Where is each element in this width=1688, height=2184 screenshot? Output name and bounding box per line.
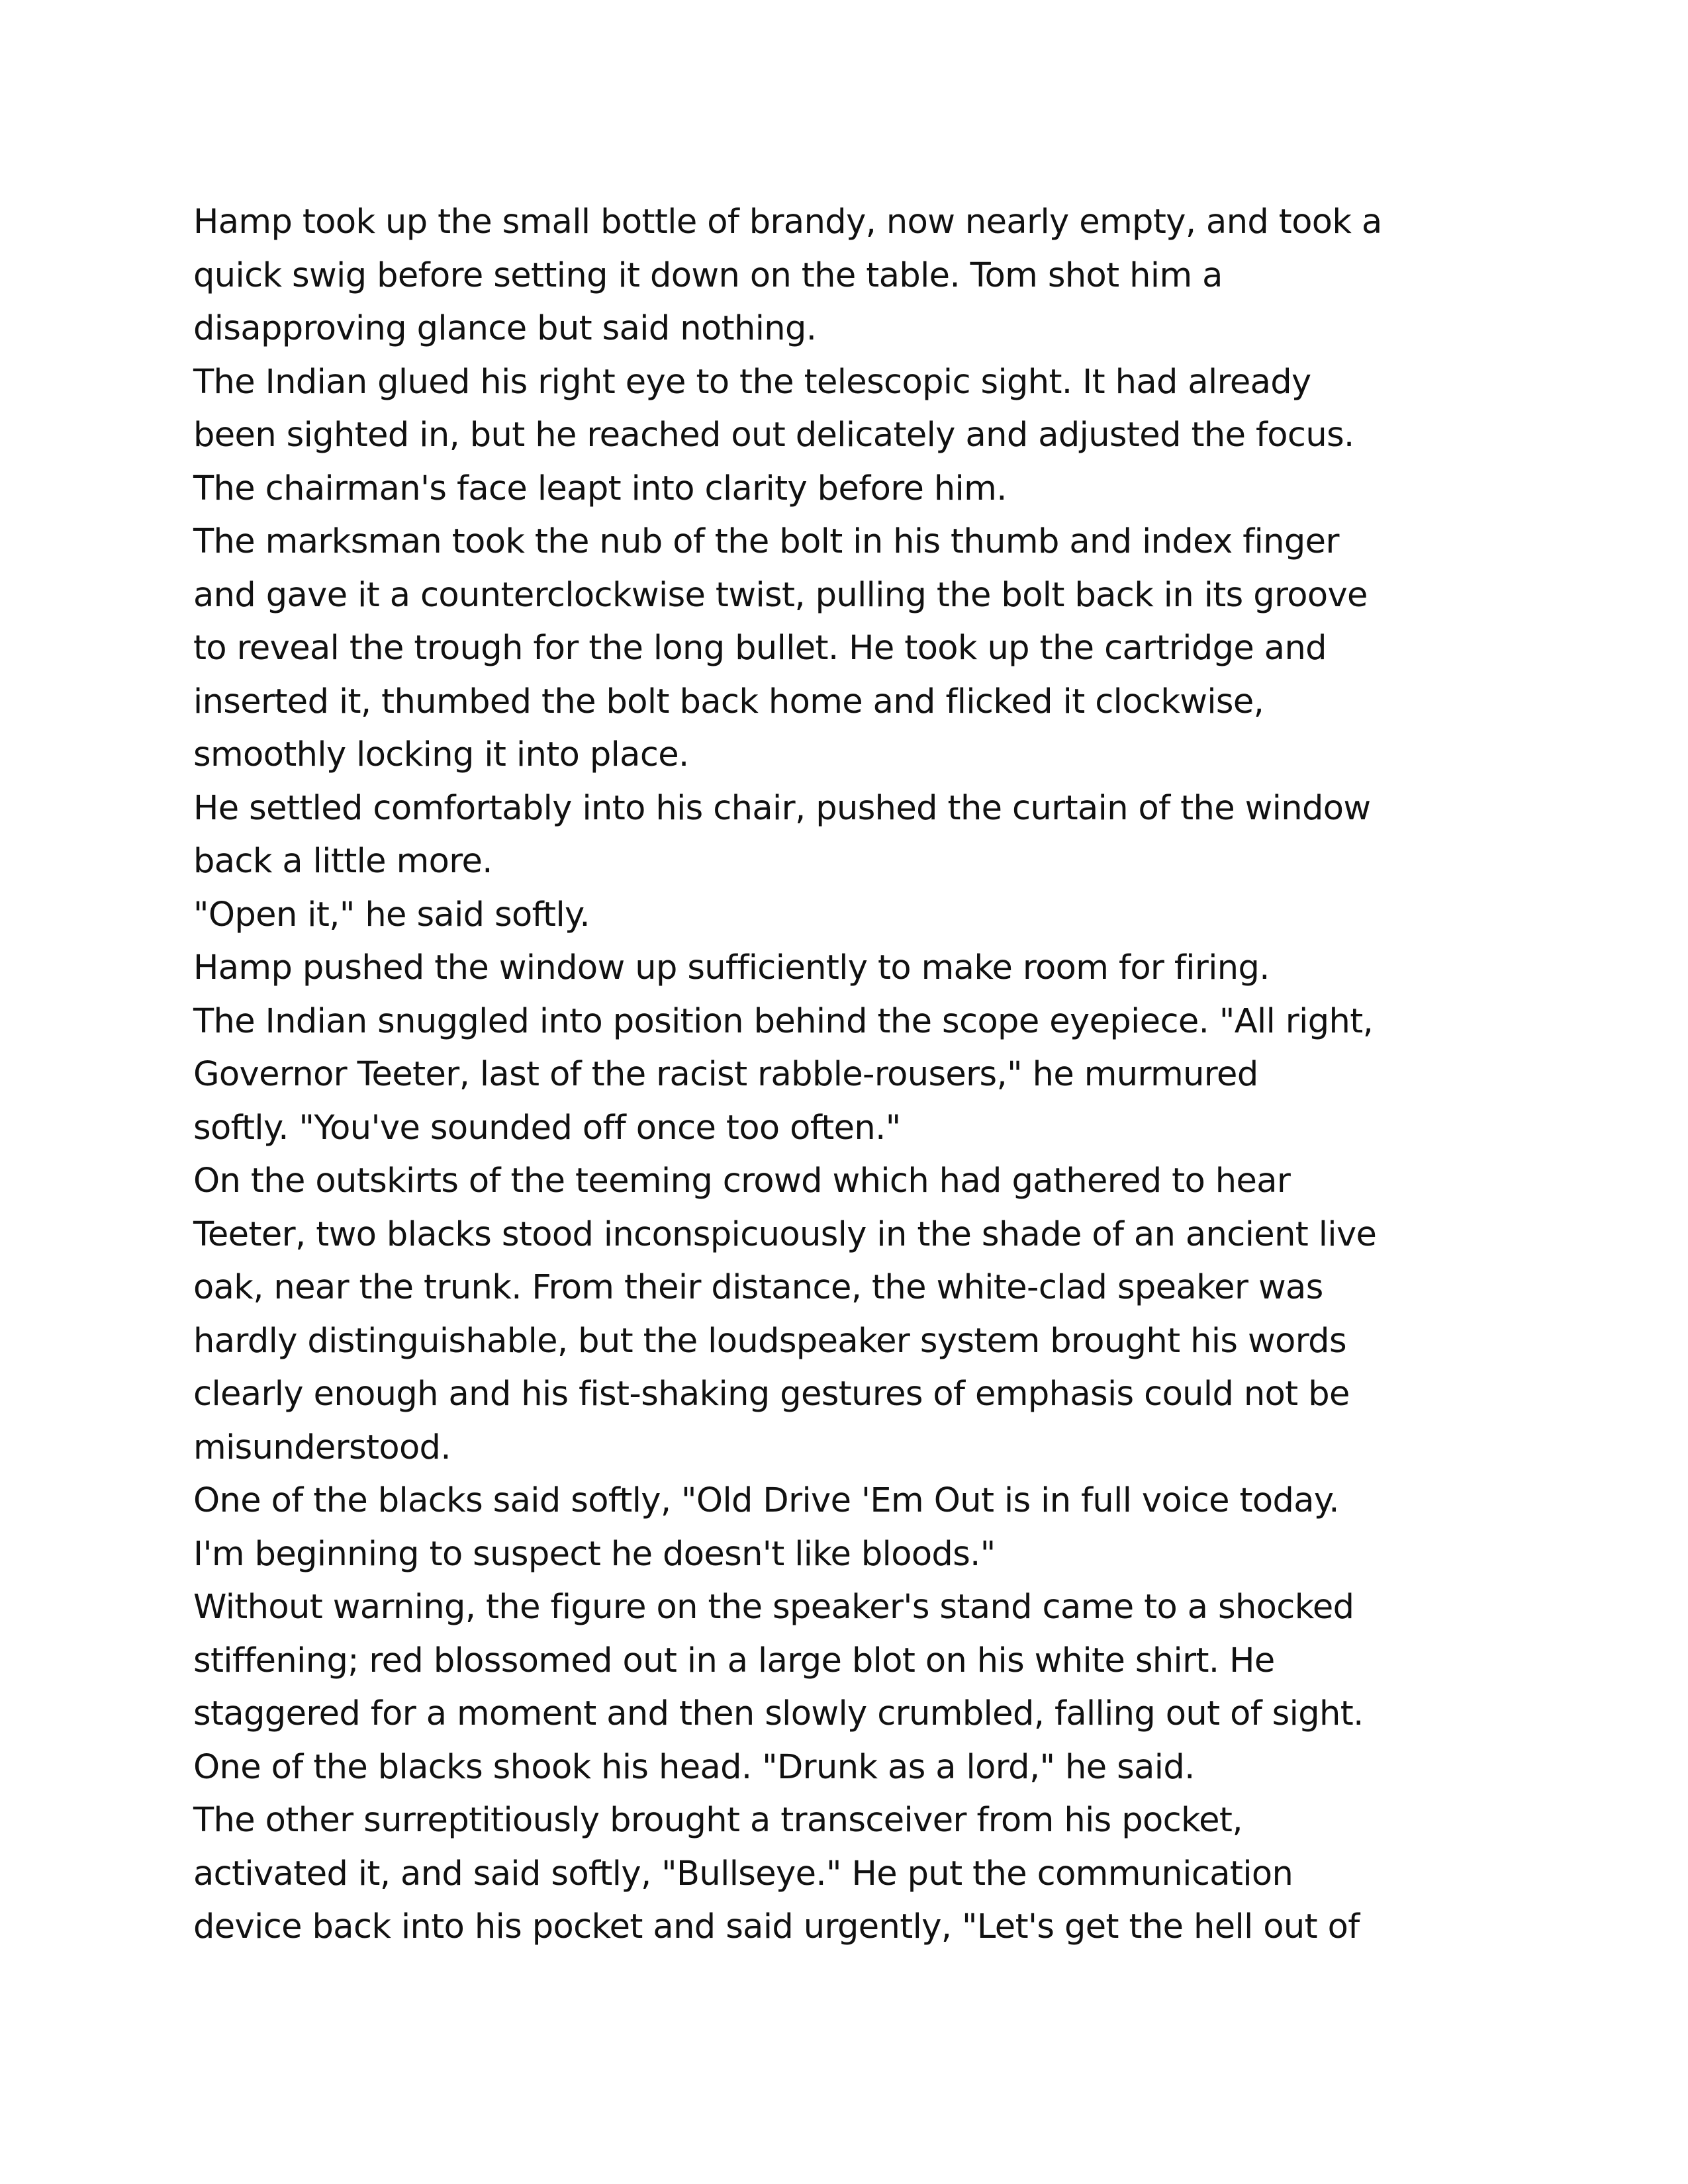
text-line: to reveal the trough for the long bullet. He took up the cartridge and <box>193 629 1327 668</box>
text-line: activated it, and said softly, "Bullseye." He put the communication <box>193 1854 1293 1893</box>
text-line: disapproving glance but said nothing. <box>193 309 817 348</box>
text-line: oak, near the trunk. From their distance, the white-clad speaker was <box>193 1268 1323 1307</box>
text-line: device back into his pocket and said urgently, "Let's get the hell out of <box>193 1907 1360 1946</box>
text-line: inserted it, thumbed the bolt back home and flicked it clockwise, <box>193 682 1264 721</box>
text-line: Hamp pushed the window up sufficiently to make room for firing. <box>193 948 1270 987</box>
text-line: hardly distinguishable, but the loudspeaker system brought his words <box>193 1321 1346 1361</box>
text-line: Without warning, the figure on the speaker's stand came to a shocked <box>193 1588 1354 1627</box>
text-line: Governor Teeter, last of the racist rabble-rousers," he murmured <box>193 1055 1258 1094</box>
text-line: He settled comfortably into his chair, pushed the curtain of the window <box>193 788 1371 828</box>
text-line: The Indian glued his right eye to the telescopic sight. It had already <box>193 362 1311 402</box>
text-line: Hamp took up the small bottle of brandy, now nearly empty, and took a <box>193 203 1382 242</box>
text-line: "Open it," he said softly. <box>193 895 590 934</box>
text-line: The marksman took the nub of the bolt in his thumb and index finger <box>193 522 1339 561</box>
text-line: One of the blacks said softly, "Old Drive 'Em Out is in full voice today. <box>193 1481 1339 1520</box>
text-line: staggered for a moment and then slowly crumbled, falling out of sight. <box>193 1694 1364 1733</box>
text-line: back a little more. <box>193 842 492 881</box>
text-line: been sighted in, but he reached out delicately and adjusted the focus. <box>193 416 1354 455</box>
text-line: I'm beginning to suspect he doesn't like bloods." <box>193 1534 996 1574</box>
text-line: The Indian snuggled into position behind the scope eyepiece. "All right, <box>193 1001 1374 1041</box>
text-line: clearly enough and his fist-shaking gestures of emphasis could not be <box>193 1375 1350 1414</box>
text-line: stiffening; red blossomed out in a large blot on his white shirt. He <box>193 1641 1275 1680</box>
text-line: quick swig before setting it down on the table. Tom shot him a <box>193 255 1223 295</box>
text-line: softly. "You've sounded off once too often." <box>193 1108 901 1148</box>
body-text <box>193 196 1517 1954</box>
text-line: Teeter, two blacks stood inconspicuously in the shade of an ancient live <box>193 1214 1377 1254</box>
text-line: The other surreptitiously brought a transceiver from his pocket, <box>193 1801 1243 1840</box>
text-line: smoothly locking it into place. <box>193 735 689 774</box>
text-line: On the outskirts of the teeming crowd which had gathered to hear <box>193 1161 1291 1201</box>
text-line: The chairman's face leapt into clarity before him. <box>193 469 1007 508</box>
text-line: and gave it a counterclockwise twist, pulling the bolt back in its groove <box>193 575 1368 615</box>
text-line: misunderstood. <box>193 1428 451 1467</box>
text-line: One of the blacks shook his head. "Drunk as a lord," he said. <box>193 1747 1195 1787</box>
